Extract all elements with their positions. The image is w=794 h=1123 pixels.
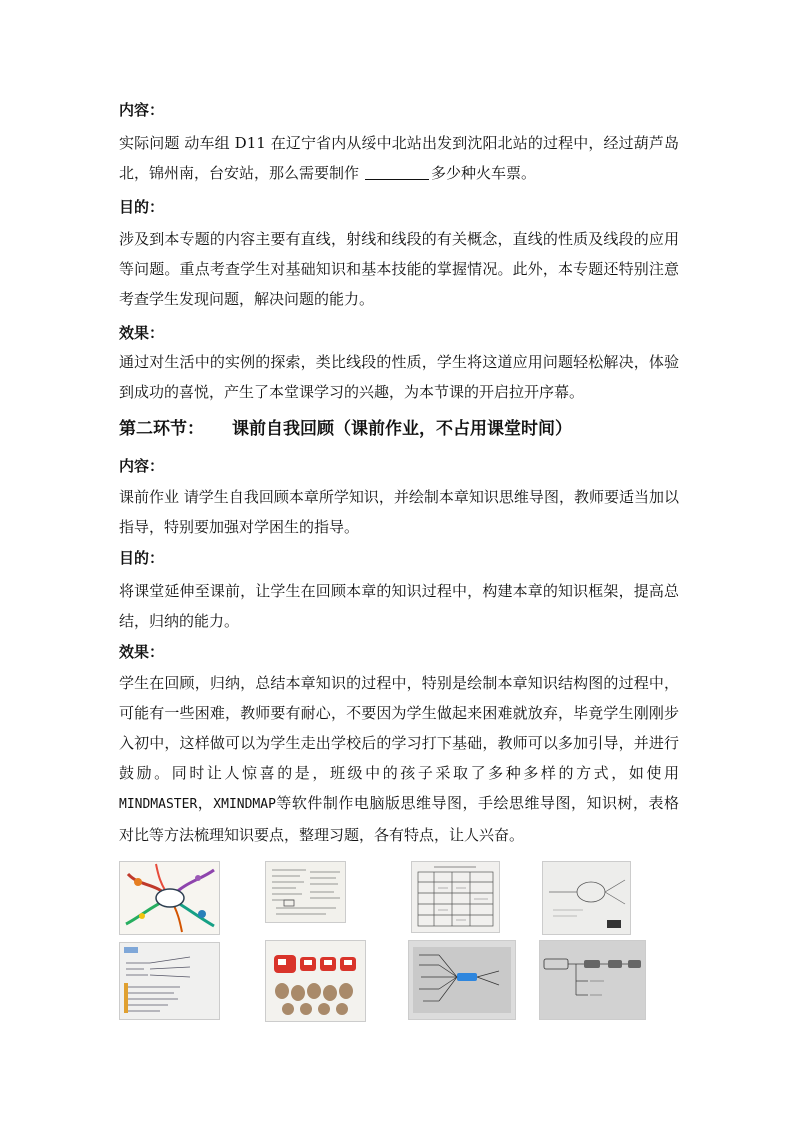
content-text: 实际问题 动车组 D11 在辽宁省内从绥中北站出发到沈阳北站的过程中，经过葫芦岛北，锦州南，台安站，那么需要制作 [119, 134, 679, 182]
photo-sketch-diagram-sheet [542, 861, 631, 935]
section1-effect-paragraph [119, 347, 679, 407]
effect-label-2: 效果： [119, 643, 165, 661]
software-name-2: XMINDMAP [213, 797, 276, 812]
effect-paragraph-2 [119, 668, 679, 850]
heading-title: 课前自我回顾（课前作业，不占用课堂时间） [232, 419, 572, 439]
content-paragraph [119, 128, 679, 188]
section2-heading [119, 417, 572, 441]
heading-step: 第二环节： [119, 419, 204, 439]
section2-content [119, 456, 679, 476]
section2-content-paragraph [119, 482, 679, 542]
section1-effect [119, 323, 679, 343]
purpose-label: 目的： [119, 198, 165, 216]
photo-train-drawing-sheet [265, 940, 366, 1022]
purpose-paragraph-2: 将课堂延伸至课前，让学生在回顾本章的知识过程中，构建本章的知识框架，提高总结，归纳的能力。 [119, 582, 679, 630]
section1-content [119, 100, 679, 120]
photo-colorful-mind-map [119, 861, 220, 935]
section2-purpose [119, 548, 679, 568]
section1-purpose [119, 197, 679, 217]
purpose-paragraph: 涉及到本专题的内容主要有直线，射线和线段的有关概念，直线的性质及线段的应用等问题。重点考查学生对基础知识和基本技能的掌握情况。此外，本专题还特别注意考查学生发现问题，解决问题的能力。 [119, 230, 679, 308]
photo-comparison-table-sheet [411, 861, 500, 933]
purpose-label-2: 目的： [119, 549, 165, 567]
content-label: 内容： [119, 101, 165, 119]
software-name-1: MINDMASTER [119, 797, 198, 812]
section1-content-paragraph [119, 128, 679, 188]
photo-dark-mind-map-screen-1 [408, 940, 516, 1020]
effect-text-2: ， [197, 794, 214, 812]
section2-effect-paragraph [119, 668, 679, 850]
answer-blank [365, 165, 429, 180]
content-text-end: 多少种火车票。 [431, 164, 537, 182]
section2-purpose-paragraph [119, 576, 679, 636]
photo-handwritten-notes-sheet [265, 861, 346, 923]
effect-label: 效果： [119, 324, 165, 342]
effect-text-3: 等软件制作电脑版思维导图，手绘思维导图，知识树，表格对比等方法梳理知识要点，整理习题，各有特点，让人兴奋。 [119, 794, 679, 844]
effect-paragraph: 通过对生活中的实例的探索，类比线段的性质，学生将这道应用问题轻松解决，体验到成功的喜悦，产生了本堂课学习的兴趣，为本节课的开启拉开序幕。 [119, 353, 679, 401]
photo-dark-mind-map-screen-2 [539, 940, 646, 1020]
section1-purpose-paragraph [119, 224, 679, 314]
content-label-2: 内容： [119, 457, 165, 475]
content-paragraph-2: 课前作业 请学生自我回顾本章所学知识，并绘制本章知识思维导图，教师要适当加以指导，特别要加强对学困生的指导。 [119, 488, 679, 536]
effect-text-1: 学生在回顾，归纳，总结本章知识的过程中，特别是绘制本章知识结构图的过程中，可能有一些困难，教师要有耐心，不要因为学生做起来困难就放弃，毕竟学生刚刚步入初中，这样做可以为学生走出学校后的学习打下基础，教师可以多加引导，并进行鼓励。同时让人惊喜的是，班级中的孩子采取了多种多样的方式，如使用 [119, 674, 679, 782]
section2-effect [119, 642, 679, 662]
photo-software-mind-map-printout [119, 942, 220, 1020]
